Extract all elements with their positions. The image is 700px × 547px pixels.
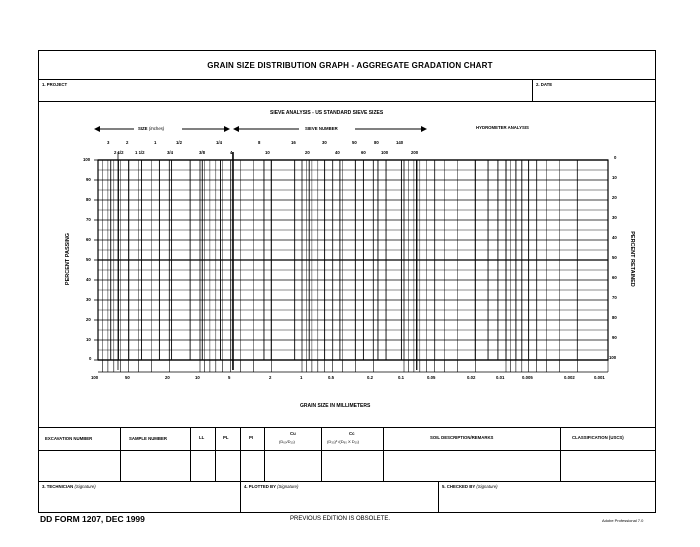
signature-hint: (Signature): [74, 484, 96, 489]
checked-by-label: [442, 485, 498, 489]
table-col-divider: [215, 427, 216, 481]
left-axis-label: 70: [86, 217, 91, 222]
bottom-axis-label: 0.2: [367, 375, 373, 380]
bottom-axis-label: 0.002: [564, 375, 575, 380]
col-cc-formula: (D₃₀)² /(D₆₀ X D₁₀): [327, 439, 360, 444]
sample-number-field[interactable]: [122, 452, 189, 480]
form-title: GRAIN SIZE DISTRIBUTION GRAPH - AGGREGATE GRADATION CHART: [207, 61, 493, 70]
left-axis-label: 40: [86, 277, 91, 282]
plotted-by-label: [244, 485, 298, 489]
sieve-label: 1: [154, 140, 157, 145]
bottom-axis-label: 0.1: [398, 375, 404, 380]
right-axis-label: 20: [612, 195, 617, 200]
sieve-number-label: SIEVE NUMBER: [305, 126, 338, 131]
checked-by-text: 5. CHECKED BY: [442, 484, 476, 489]
checked-by-signature-field[interactable]: [440, 492, 654, 512]
size-label-text: SIZE: [138, 126, 148, 131]
sieve-label: 4: [230, 150, 233, 155]
cc-field[interactable]: [323, 452, 382, 480]
technician-text: 3. TECHNICIAN: [42, 484, 74, 489]
pi-field[interactable]: [242, 452, 263, 480]
sieve-label: 2: [126, 140, 129, 145]
sieve-label: 100: [381, 150, 389, 155]
bottom-axis-label: 0.05: [427, 375, 436, 380]
bottom-axis-label: 100: [91, 375, 99, 380]
col-ll: LL: [199, 435, 205, 440]
date-label: 2. DATE: [536, 82, 553, 87]
right-axis-label: 70: [612, 295, 617, 300]
sieve-label: 200: [411, 150, 419, 155]
table-col-divider: [190, 427, 191, 481]
sieve-label: 1 1/2: [135, 150, 145, 155]
sieve-label: 3/8: [199, 150, 205, 155]
bottom-axis-label: 0.02: [467, 375, 476, 380]
table-col-divider: [240, 427, 241, 481]
left-axis-label: 10: [86, 337, 91, 342]
bottom-axis-label: 50: [125, 375, 130, 380]
technician-label: [42, 485, 96, 489]
plotted-by-signature-field[interactable]: [242, 492, 437, 512]
left-axis-label: 60: [86, 237, 91, 242]
bottom-axis-label: 0.001: [594, 375, 605, 380]
right-axis-label: 10: [612, 175, 617, 180]
sieve-label: 16: [291, 140, 296, 145]
col-excavation-number: EXCAVATION NUMBER: [45, 436, 93, 441]
right-axis-label: 80: [612, 315, 617, 320]
table-col-divider: [120, 427, 121, 481]
table-header-divider: [38, 450, 656, 451]
col-cu-formula: (D₆₀/D₁₀): [279, 439, 295, 444]
table-col-divider: [383, 427, 384, 481]
left-axis-label: 80: [86, 197, 91, 202]
project-label: 1. PROJECT: [42, 82, 68, 87]
right-axis-label: 30: [612, 215, 617, 220]
table-top-border: [38, 427, 656, 428]
left-axis-label: 20: [86, 317, 91, 322]
bottom-axis-label: 20: [165, 375, 170, 380]
signature-divider: [438, 481, 439, 513]
bottom-axis-label: 2: [269, 375, 272, 380]
left-axis-label: 50: [86, 257, 91, 262]
col-pl: PL: [223, 435, 229, 440]
col-sample-number: SAMPLE NUMBER: [129, 436, 167, 441]
left-axis-label: 100: [83, 157, 91, 162]
sieve-label: 40: [335, 150, 340, 155]
right-axis-label: 100: [609, 355, 617, 360]
bottom-axis-label: 1: [300, 375, 303, 380]
sieve-label: 60: [361, 150, 366, 155]
signature-hint: (Signature): [476, 484, 498, 489]
col-cu: Cu: [290, 431, 296, 436]
cu-field[interactable]: [266, 452, 320, 480]
table-bottom-border: [38, 481, 656, 482]
right-axis-label: 50: [612, 255, 617, 260]
pl-field[interactable]: [217, 452, 239, 480]
sieve-label: 20: [305, 150, 310, 155]
hydrometer-label: HYDROMETER ANALYSIS: [476, 125, 529, 130]
col-classification: CLASSIFICATION (USCS): [572, 435, 624, 440]
sieve-label: 140: [396, 140, 404, 145]
bottom-axis-label: 0.5: [328, 375, 334, 380]
soil-description-field[interactable]: [385, 452, 559, 480]
ll-field[interactable]: [192, 452, 214, 480]
sieve-label: 1/2: [176, 140, 182, 145]
table-col-divider: [321, 427, 322, 481]
classification-field[interactable]: [562, 452, 654, 480]
left-axis-label: 0: [89, 356, 92, 361]
col-soil-description: SOIL DESCRIPTION/REMARKS: [430, 435, 494, 440]
right-axis-label: 40: [612, 235, 617, 240]
sieve-label: 80: [374, 140, 379, 145]
left-axis-label: 90: [86, 177, 91, 182]
edition-note: PREVIOUS EDITION IS OBSOLETE.: [290, 516, 391, 522]
sieve-label: 8: [258, 140, 261, 145]
sieve-label: 30: [322, 140, 327, 145]
sieve-analysis-title: SIEVE ANALYSIS - US STANDARD SIEVE SIZES: [270, 110, 384, 116]
sieve-label: 10: [265, 150, 270, 155]
percent-retained-title: PERCENT RETAINED: [629, 231, 635, 287]
bottom-axis-label: 0.01: [496, 375, 505, 380]
excavation-number-field[interactable]: [40, 452, 119, 480]
bottom-axis-label: 5: [228, 375, 231, 380]
grain-size-title: GRAIN SIZE IN MILLIMETERS: [300, 403, 371, 409]
signature-divider: [240, 481, 241, 513]
right-axis-label: 0: [614, 155, 617, 160]
sieve-label: 2 1/2: [114, 150, 124, 155]
sieve-label: 1/4: [216, 140, 222, 145]
sieve-label: 3: [107, 140, 110, 145]
signature-hint: (Signature): [277, 484, 299, 489]
bottom-axis-label: 10: [195, 375, 200, 380]
software-note: Adobe Professional 7.0: [602, 518, 644, 523]
right-axis-label: 60: [612, 275, 617, 280]
right-axis-label: 90: [612, 335, 617, 340]
plotted-by-text: 4. PLOTTED BY: [244, 484, 276, 489]
percent-passing-title: PERCENT PASSING: [65, 232, 71, 286]
form-number: DD FORM 1207, DEC 1999: [40, 514, 145, 524]
left-axis-label: 30: [86, 297, 91, 302]
col-cc: Cc: [349, 431, 355, 436]
sieve-label: 3/4: [167, 150, 173, 155]
size-unit: (Inches): [148, 126, 165, 131]
table-col-divider: [560, 427, 561, 481]
table-col-divider: [264, 427, 265, 481]
bottom-axis-label: 0.005: [522, 375, 533, 380]
sieve-label: 50: [352, 140, 357, 145]
col-pi: PI: [249, 435, 254, 440]
technician-signature-field[interactable]: [40, 492, 239, 512]
